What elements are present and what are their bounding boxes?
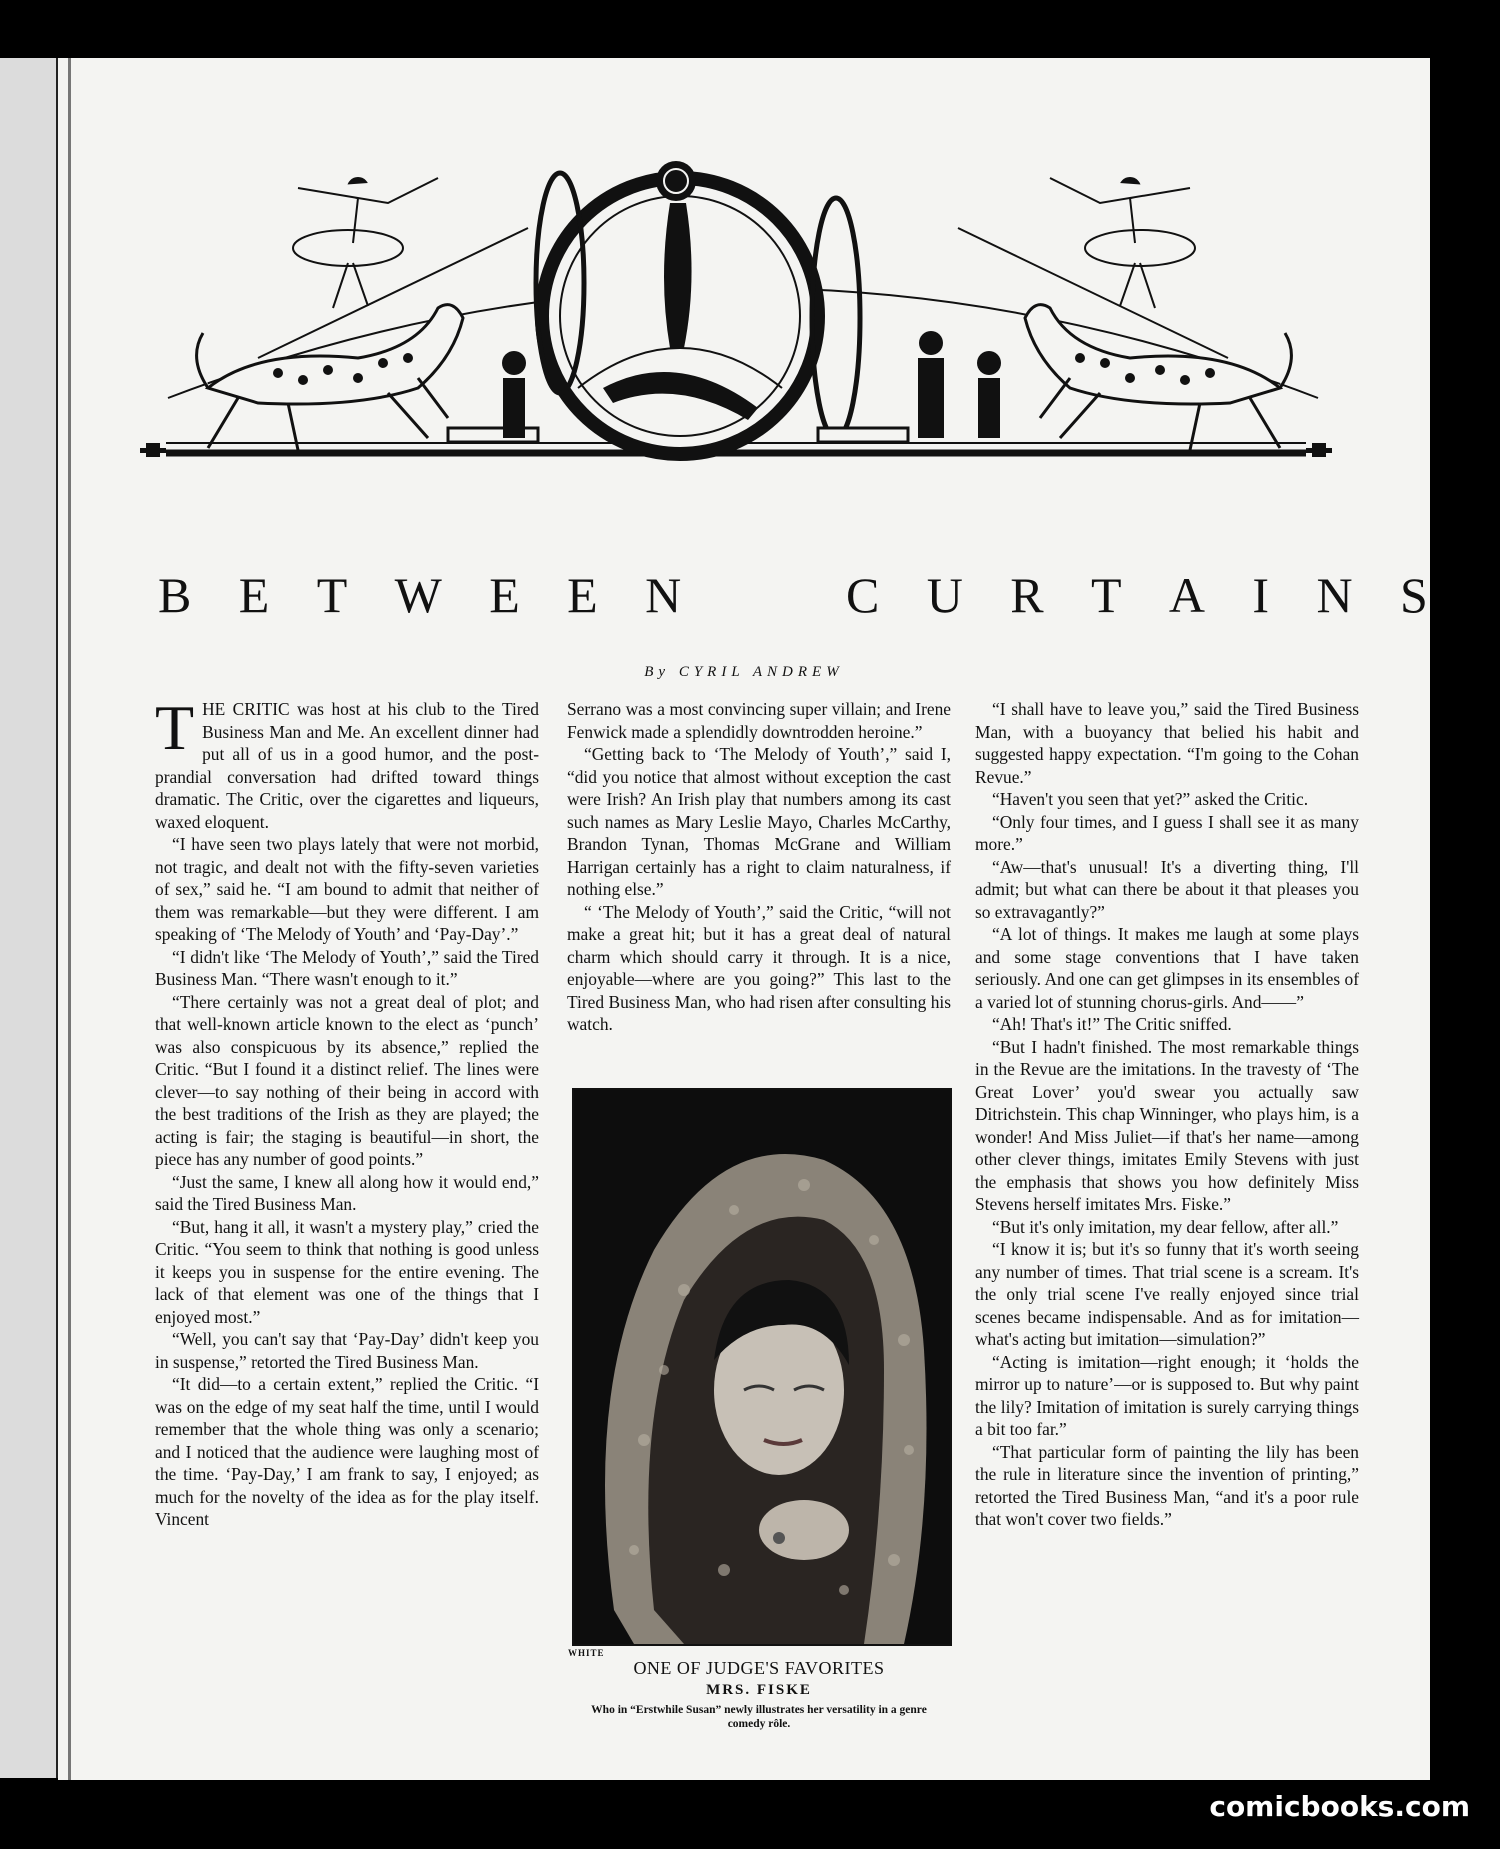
photo-caption-text: Who in “Erstwhile Susan” newly illustrates her versatility in a genre comedy rôle. [591, 1704, 927, 1730]
magazine-page [58, 58, 1430, 1780]
paragraph: “But it's only imitation, my dear fellow, after all.” [992, 1216, 1339, 1237]
title-letter: C [845, 567, 880, 623]
title-letter: T [316, 567, 348, 623]
title-letter: T [1090, 567, 1122, 623]
paragraph: “Well, you can't say that ‘Pay-Day’ didn't keep you in suspense,” retorted the Tired Business Man. [155, 1329, 539, 1372]
text-column-3 [975, 698, 1359, 1531]
drop-cap: T [155, 692, 195, 763]
title-letter: N [1316, 567, 1353, 623]
text-column-1 [155, 692, 539, 1531]
paragraph: “I have seen two plays lately that were not morbid, not tragic, and dealt not with the fifty-seven varieties of sex,” said he. “I am bound to admit that neither of them was remarkable—but they were different. I am speaking of ‘The Melody of Youth’ and ‘Pay-Day’.” [155, 834, 539, 944]
title-letter: U [926, 567, 963, 623]
paragraph: “Haven't you seen that yet?” asked the Critic. [992, 789, 1309, 809]
byline: By CYRIL ANDREW [644, 664, 844, 680]
title-letter: A [1168, 567, 1206, 623]
paragraph: “I shall have to leave you,” said the Tired Business Man, with a buoyancy that belied his habit and suggested happy expectation. “I'm going to the Cohan Revue.” [975, 699, 1359, 787]
paragraph: “I know it is; but it's so funny that it's worth seeing any number of times. That trial scene is a scream. It's the only trial scene I've really enjoyed since trial scenes became indispensable. And as for imitation—what's acting but imitation—simulation?” [975, 1239, 1359, 1349]
paragraph: “But I hadn't finished. The most remarkable things in the Revue are the imitations. In the travesty of ‘The Great Lover’ you'd swear you actually saw Ditrichstein. This chap Winninger, who plays him, is a wonder! And Miss Juliet—if that's her name—among other clever things, imitates Emily Stevens with just the emphasis that shows you how definitely Miss Stevens herself imitates Mrs. Fiske.” [975, 1036, 1359, 1214]
title-letter: I [1252, 567, 1270, 623]
paragraph: THE CRITIC was host at his club to the Tired Business Man and Me. An excellent dinner had put all of us in a good humor, and the post-prandial conversation had drifted toward things dramatic. The Critic, over the cigarettes and liqueurs, waxed eloquent. [155, 692, 539, 832]
paragraph: “I didn't like ‘The Melody of Youth’,” said the Tired Business Man. “There wasn't enough to it.” [155, 946, 539, 989]
paragraph: Serrano was a most convincing super villain; and Irene Fenwick made a splendidly downtrodden heroine.” [567, 699, 951, 742]
left-ornament [140, 443, 166, 457]
paragraph: “Getting back to ‘The Melody of Youth’,” said I, “did you notice that almost without exception the cast were Irish? An Irish play that numbers among its cast such names as Mary Leslie Mayo, Charles McCarthy, Brandon Tynan, Thomas McGrane and William Harrigan certainly has a right to claim naturalness, if nothing else.” [567, 744, 951, 899]
article-title [158, 566, 1428, 624]
title-letter: W [394, 567, 442, 623]
title-letter: E [238, 567, 270, 623]
title-letter: N [645, 567, 682, 623]
paragraph: “ ‘The Melody of Youth’,” said the Critic, “will not make a great hit; but it has a great deal of natural charm which should carry it through. It is a nice, enjoyable—where are you going?” This last to the Tired Business Man, who had risen after consulting his watch. [567, 901, 951, 1034]
paragraph: “Only four times, and I guess I shall see it as many more.” [975, 811, 1359, 854]
title-letter: S [1399, 567, 1428, 623]
title-letter: R [1010, 567, 1044, 623]
right-ornament [1306, 443, 1332, 457]
paragraph: “There certainly was not a great deal of plot; and that well-known article known to the elect as ‘punch’ was also conspicuous by its absence,” replied the Critic. “But I found it a distinct relief. The lines were clever—to say nothing of their being in accord with the best traditions of the Irish as they are played; the acting is fair; the staging is beautiful—in short, the piece has any number of good points.” [155, 991, 539, 1169]
paragraph: “But, hang it all, it wasn't a mystery play,” cried the Critic. “You seem to think that nothing is good unless it keeps you in suspense for the entire evening. The lack of that element was one of the things that I enjoyed most.” [155, 1216, 539, 1327]
paragraph: “Acting is imitation—right enough; it ‘holds the mirror up to nature’—or is supposed to. But why paint the lily? Imitation of imitation is surely carrying things a bit too far.” [975, 1351, 1359, 1439]
paragraph: “It did—to a certain extent,” replied the Critic. “I was on the edge of my seat half the time, until I would remember that the whole thing was only a scenario; and I noticed that the audience were laughing most of the time. ‘Pay-Day,’ I am frank to say, I enjoyed; as much for the novelty of the idea as for the play itself. Vincent [155, 1374, 539, 1529]
paragraph: “Ah! That's it!” The Critic sniffed. [992, 1014, 1232, 1034]
title-word-gap [729, 566, 799, 624]
title-letter: B [158, 567, 192, 623]
text-column-2 [567, 698, 951, 1036]
title-letter: E [489, 567, 520, 623]
paragraph: “A lot of things. It makes me laugh at some plays and some stage conventions that I have taken seriously. And one can get glimpses in its ensembles of a varied lot of stunning chorus-girls. And——” [975, 924, 1359, 1012]
portrait-photo [572, 1088, 952, 1646]
photo-caption-name: MRS. FISKE [706, 1682, 812, 1698]
photo-caption-heading: ONE OF JUDGE'S FAVORITES [633, 1658, 885, 1678]
circus-header-illustration [58, 58, 1430, 518]
paragraph: “That particular form of painting the lily has been the rule in literature since the invention of printing,” retorted the Tired Business Man, “and it's a poor rule that won't cover two fields.” [975, 1441, 1359, 1529]
title-letter: E [567, 567, 598, 623]
photo-credit: WHITE [568, 1648, 605, 1658]
paragraph: “Just the same, I knew all along how it would end,” said the Tired Business Man. [155, 1171, 539, 1214]
paragraph: “Aw—that's unusual! It's a diverting thing, I'll admit; but what can there be about it that pleases you so extravagantly?” [975, 856, 1359, 922]
facing-page-edge [0, 58, 60, 1778]
site-watermark: comicbooks.com [1209, 1790, 1470, 1823]
